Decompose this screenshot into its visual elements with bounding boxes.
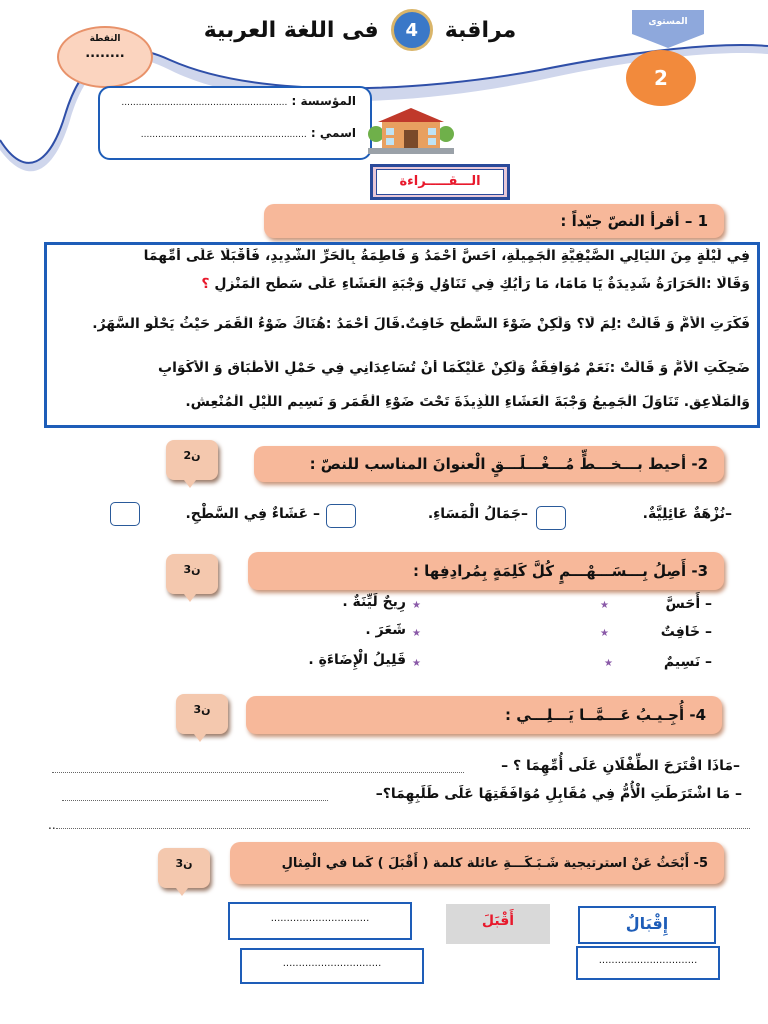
q4-answer-3-line[interactable] [56, 828, 750, 829]
passage-p1a: فِي لَيْلَةٍ مِنَ اللَّيَالِي الصَّيْفِيَّةِ الْجَمِيلَةِ، أَحَسَّ أَحْمَدُ وَ فَاطِمَةُ بِالْحَرِّ الشَّدِيدِ، فَأَقْبَلَا عَلَى أُمِّهِمَا [143, 248, 750, 264]
q3-meaning-3: قَلِيلُ الْإِضَاءَةِ . [308, 652, 406, 668]
q3-meaning-2-star-icon[interactable]: ★ [412, 628, 421, 639]
title-post: فى اللغة العربية [203, 17, 379, 43]
section-title: الـــقـــــراءة [399, 174, 481, 189]
q5-answer-box-2[interactable]: ............................... [240, 948, 424, 984]
q5-title: 5- أَبْحَثُ عَنْ استرتيجية شَـبَـكَـــةِ عائلة كلمة ( أَقْبَلَ ) كَما في الْمِثالِ [281, 855, 708, 871]
q3-meaning-2: شَعَرَ . [365, 622, 406, 638]
q5-grade: 3ن [175, 857, 193, 870]
q5-header [230, 842, 724, 884]
q3-word-2-star-icon[interactable]: ★ [600, 628, 609, 639]
q2-option-2-label: –جَمَالُ الْمَسَاءِ. [427, 506, 528, 522]
level-arrow [632, 10, 704, 34]
q4-title: 4- أُجِـيـبُ عَـــمَّــا يَـــلِـــي : [504, 706, 706, 724]
q3-word-2: – خَافِتٌ [660, 624, 712, 640]
institution-label: المؤسسة : [291, 94, 356, 108]
name-label: اسمي : [310, 126, 356, 140]
level-arrow-head [632, 34, 704, 48]
q5-example-box [578, 906, 716, 944]
name-field[interactable]: .......................................................... [140, 130, 307, 140]
score-label: النقطة [89, 34, 121, 44]
passage-p3a: ضَحِكَتِ الْأُمُّ وَ قَالَتْ :نَعَمْ مُوَافِقَةٌ وَلَكِنْ عَلَيْكُمَا أَنْ تُسَاعِدَانِي فِي حَمْلِ الْأَطْبَاقِ وَ الْأَكْوَابِ [158, 360, 750, 376]
q3-word-1: – أَحَسَّ [665, 596, 712, 612]
q3-word-1-star-icon[interactable]: ★ [600, 600, 609, 611]
page-title [190, 8, 530, 52]
passage-p1b: وَقَالَا :الْحَرَارَةُ شَدِيدَةٌ يَا مَامَا، مَا رَأْيُكِ فِي تَنَاوُلِ وَجْبَةِ الْعَشَاءِ عَلَى سَطْحِ الْمَنْزِلِ [214, 276, 750, 292]
q3-word-3-star-icon[interactable]: ★ [604, 658, 613, 669]
q2-option-3 [150, 506, 320, 522]
title-number: 4 [405, 19, 418, 41]
q2-option-1 [572, 506, 732, 522]
q5-grade-badge [158, 848, 210, 888]
passage-line-2 [54, 276, 750, 292]
q3-grade-badge [166, 554, 218, 594]
q3-meaning-1: رِيحٌ لَيِّنَةٌ . [342, 594, 406, 610]
level-label: المستوى [648, 17, 688, 27]
institution-field[interactable]: .......................................................... [121, 98, 288, 108]
q2-grade: 2ن [183, 449, 201, 462]
q2-option-2 [368, 506, 528, 522]
q1-title: 1 – أقرأ النصّ جيّداً : [560, 212, 708, 230]
q3-grade: 3ن [183, 563, 201, 576]
q3-meaning-1-star-icon[interactable]: ★ [412, 600, 421, 611]
level-circle [626, 50, 696, 106]
passage-p3b: وَالْمَلَاعِقِ. تَنَاوَلَ الْجَمِيعُ وَجْبَةَ الْعَشَاءِ اللَّذِيذَةَ تَحْتَ ضَوْءِ الْقَمَرِ وَ نَسِيمِ اللَّيْلِ الْمُنْعِشِ. [185, 394, 750, 410]
name-row [108, 126, 356, 140]
q3-header [248, 552, 724, 590]
q4-answer-2-line[interactable] [62, 800, 328, 801]
q4-answer-1-line[interactable] [52, 772, 464, 773]
q2-grade-badge [166, 440, 218, 480]
q2-option-3-label: – عَشَاءٌ فِي السَّطْحِ. [185, 506, 320, 522]
q3-word-3: – نَسِيمٌ [663, 654, 712, 670]
q5-answer-box-3[interactable]: ............................... [576, 946, 720, 980]
q4-header [246, 696, 722, 734]
q3-meaning-3-star-icon[interactable]: ★ [412, 658, 421, 669]
q2-option-1-checkbox[interactable] [536, 506, 566, 530]
q4-grade: 3ن [193, 703, 211, 716]
section-title-inner [376, 169, 504, 195]
q4-question-1: –مَاذَا اقْتَرَحَ الطِّفْلَانِ عَلَى أُمِّهِمَا ؟ – [501, 758, 740, 774]
q5-example-word: إِقْبَالٌ [625, 914, 669, 933]
q5-answer-box-1[interactable]: ............................... [228, 902, 412, 940]
title-pre: مراقبة [444, 17, 517, 43]
passage-line-1 [54, 248, 750, 264]
q3-title: 3- أَصِلُ بِـــسَـــهْـــمٍ كُلَّ كَلِمَةٍ بِمُرادِفِها : [412, 562, 708, 580]
q2-header [254, 446, 724, 482]
q2-title: 2- أحيط بـــخـــطٍّ مُـــغْـــلَـــقٍ الْعنوانَ المناسب للنصّ : [309, 455, 708, 473]
passage-line-5 [54, 394, 750, 410]
passage-question-mark: ؟ [201, 276, 210, 292]
q5-center-word: أَقْبَلَ [481, 913, 515, 929]
score-value: ........ [85, 46, 125, 61]
title-number-badge [391, 9, 433, 51]
score-badge [57, 26, 153, 88]
q4-trail: .. [48, 818, 56, 832]
q2-option-2-checkbox[interactable] [326, 504, 356, 528]
q4-grade-badge [176, 694, 228, 734]
level-value: 2 [654, 66, 668, 90]
school-illustration [368, 104, 454, 154]
q2-option-3-checkbox[interactable] [110, 502, 140, 526]
passage-line-3 [54, 316, 750, 332]
q5-center-word-box [446, 904, 550, 944]
passage-p2: فَكَّرَتِ الْأُمُّ وَ قَالَتْ :لِمَ لَا؟ وَلَكِنْ ضَوْءَ السَّطْحِ خَافِتٌ.قَالَ أَحْمَدُ :هُنَاكَ ضَوْءُ الْقَمَرِ حَيْثُ يَحْلُو السَّهَرُ. [92, 316, 750, 332]
institution-row [108, 94, 356, 108]
passage-line-4 [54, 360, 750, 376]
q2-option-1-label: –نُزْهَةٌ عَائِلِيَّةٌ. [642, 506, 732, 522]
q4-question-2: – مَا اشْتَرَطَتِ الْأُمُّ فِي مُقَابِلِ مُوَافَقَتِهَا عَلَى طَلَبِهِمَا؟– [375, 786, 742, 802]
q1-header [264, 204, 724, 238]
